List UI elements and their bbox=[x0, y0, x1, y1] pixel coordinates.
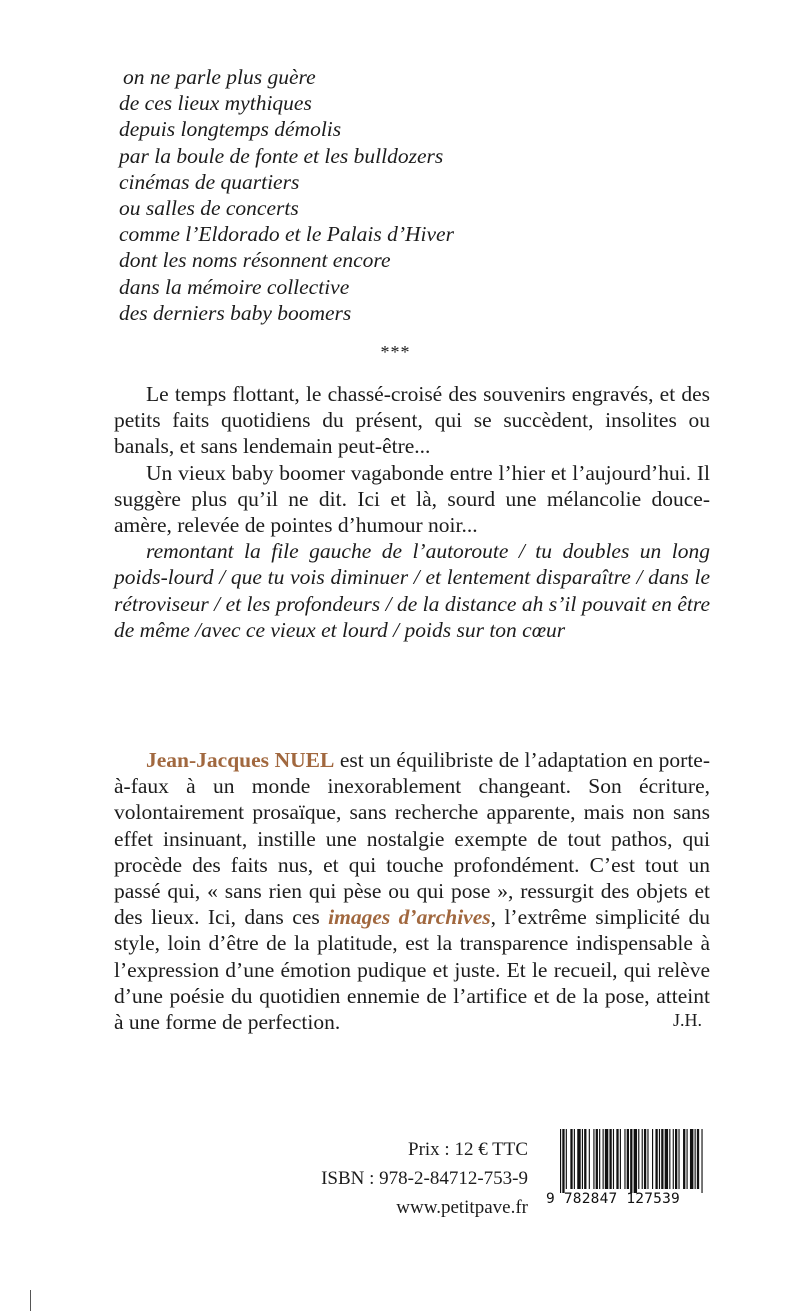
barcode-bar bbox=[620, 1129, 621, 1189]
barcode-bar bbox=[655, 1129, 657, 1189]
poem-line: des derniers baby boomers bbox=[119, 300, 352, 325]
barcode-bar bbox=[566, 1129, 567, 1189]
section-separator: *** bbox=[380, 342, 411, 362]
poem-line: par la boule de fonte et les bulldozers bbox=[119, 143, 444, 168]
barcode-bar bbox=[577, 1129, 580, 1189]
poem-line: dont les noms résonnent encore bbox=[119, 248, 391, 273]
barcode-bar bbox=[627, 1129, 629, 1189]
pricing-block bbox=[280, 1135, 528, 1222]
barcode-bar bbox=[683, 1129, 685, 1189]
barcode-bar bbox=[605, 1129, 608, 1189]
publisher-website: www.petitpave.fr bbox=[396, 1197, 528, 1218]
barcode-bar bbox=[695, 1129, 696, 1189]
poem-line: on ne parle plus guère bbox=[123, 65, 316, 89]
barcode-bar bbox=[701, 1129, 702, 1193]
blurb bbox=[114, 381, 710, 643]
barcode-bar bbox=[687, 1129, 688, 1189]
review-text bbox=[114, 747, 710, 1035]
barcode-bar bbox=[673, 1129, 674, 1189]
poem-line: ou salles de concerts bbox=[119, 196, 299, 221]
barcode-bar bbox=[613, 1129, 614, 1189]
barcode-bar bbox=[609, 1129, 611, 1189]
barcode-bar bbox=[678, 1129, 679, 1189]
barcode-bar bbox=[665, 1129, 668, 1189]
barcode-bar bbox=[560, 1129, 561, 1193]
poem-line: comme l’Eldorado et le Palais d’Hiver bbox=[119, 222, 454, 247]
blurb-quote: remontant la file gauche de l’autoroute / tu doubles un long poids-lourd / que tu vois diminuer / et lentement disparaître / dans le rétroviseur / et les profondeurs / de la distance ah s’il pouvait en être de même /avec ce vieux et lourd / poids sur ton cœur bbox=[114, 539, 710, 642]
crop-mark bbox=[30, 1290, 31, 1311]
barcode-bar bbox=[570, 1129, 572, 1189]
barcode-bar bbox=[647, 1129, 648, 1189]
barcode-bar bbox=[589, 1129, 590, 1189]
barcode-bar bbox=[634, 1129, 637, 1193]
review-text-part: , l’extrême simplicité du style, loin d’être de la platitude, est la transparence indispensable à l’expression d’une émotion pudique et juste. Et le recueil, qui relève d’une poésie du quotidien ennemie de l’artifice et de la pose, atteint à une forme de perfection. bbox=[114, 905, 710, 1035]
blurb-paragraph: Le temps flottant, le chassé-croisé des souvenirs engravés, et des petits faits quotidiens du présent, qui se succèdent, insolites ou banals, et sans lendemain peut-être... bbox=[114, 382, 710, 459]
barcode-bar bbox=[593, 1129, 594, 1189]
barcode-bar bbox=[630, 1129, 632, 1193]
price: Prix : 12 € TTC bbox=[408, 1139, 528, 1160]
barcode-bar bbox=[582, 1129, 583, 1189]
barcode-bar bbox=[616, 1129, 618, 1189]
barcode-bar bbox=[624, 1129, 625, 1189]
barcode-bar bbox=[642, 1129, 643, 1189]
barcode-bar bbox=[659, 1129, 660, 1189]
review-text-part: est un équilibriste de l’adaptation en porte-à-faux à un monde inexorablement changeant. Son écriture, volontairement prosaïque, sans recherche apparente, mais non sans effet insinuant, instille une nostalgie exempte de tout pathos, qui procède des faits nus, et qui touche profondément. C’est tout un passé qui, « sans rien qui pèse ou qui pose », ressurgit des objets et des lieux. Ici, dans ces bbox=[114, 748, 710, 930]
blurb-paragraph: Un vieux baby boomer vagabonde entre l’hier et l’aujourd’hui. Il suggère plus qu’il ne dit. Ici et là, sourd une mélancolie douce-amère, relevée de pointes d’humour noir... bbox=[114, 460, 710, 538]
barcode bbox=[546, 1123, 710, 1211]
barcode-bar bbox=[661, 1129, 663, 1189]
barcode-bar bbox=[652, 1129, 653, 1189]
barcode-bar bbox=[644, 1129, 646, 1189]
barcode-bar bbox=[584, 1129, 586, 1189]
barcode-bar bbox=[669, 1129, 670, 1189]
poem-line: cinémas de quartiers bbox=[119, 169, 300, 194]
book-title: images d’archives bbox=[328, 905, 491, 930]
barcode-bar bbox=[596, 1129, 598, 1189]
barcode-digits: 9 782847 127539 bbox=[546, 1191, 680, 1207]
author-name: Jean-Jacques NUEL bbox=[146, 748, 335, 772]
barcode-bar bbox=[675, 1129, 677, 1189]
barcode-bar bbox=[697, 1129, 699, 1189]
poem-line: de ces lieux mythiques bbox=[119, 91, 312, 116]
barcode-bar bbox=[690, 1129, 693, 1189]
barcode-bar bbox=[603, 1129, 604, 1189]
poem-line: depuis longtemps démolis bbox=[119, 117, 342, 142]
barcode-bar bbox=[562, 1129, 564, 1193]
barcode-bar bbox=[574, 1129, 575, 1189]
poem-excerpt bbox=[119, 64, 454, 326]
isbn: ISBN : 978-2-84712-753-9 bbox=[321, 1168, 528, 1189]
review-signature: J.H. bbox=[673, 1010, 703, 1030]
poem-line: dans la mémoire collective bbox=[119, 274, 350, 299]
barcode-bar bbox=[638, 1129, 639, 1189]
barcode-bar bbox=[599, 1129, 600, 1189]
